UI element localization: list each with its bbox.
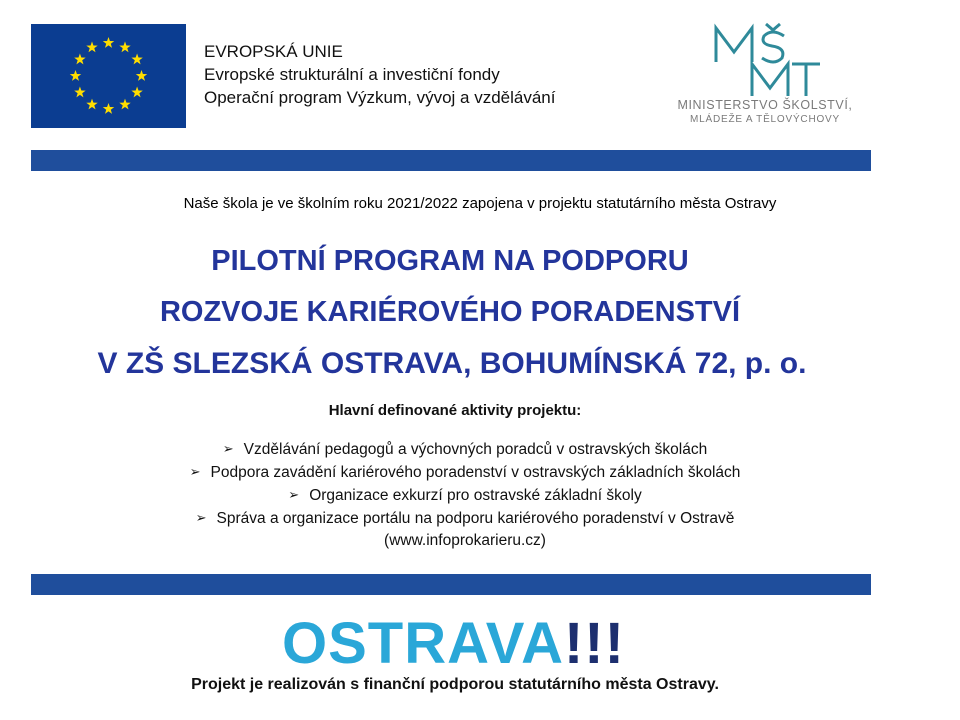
ostrava-logo-word: OSTRAVA [282,611,564,676]
eu-programme-line: Operační program Výzkum, vývoj a vzdělávání [204,88,556,107]
eu-star-icon [119,99,130,110]
list-item: ➢ Podpora zavádění kariérového poradenství v ostravských základních školách [189,464,741,481]
eu-star-icon [119,41,130,52]
top-divider-bar [31,150,871,171]
arrow-bullet-icon: ➢ [189,464,201,479]
activities-heading: Hlavní definované aktivity projektu: [328,402,582,419]
msmt-name-line2: MLÁDEŽE A TĚLOVÝCHOVY [690,114,840,125]
eu-star-icon [86,99,97,110]
list-item: ➢ Vzdělávání pedagogů a výchovných poradců v ostravských školách [222,441,708,458]
eu-star-icon [136,70,147,81]
arrow-bullet-icon: ➢ [222,441,234,456]
program-title-line1: PILOTNÍ PROGRAM NA PODPORU [211,245,689,277]
eu-stars-icon [31,24,186,128]
bottom-divider-bar [31,574,871,595]
ostrava-logo-exclamations: !!! [563,611,625,676]
list-item: ➢ Organizace exkurzí pro ostravské základní školy [288,487,642,504]
eu-star-icon [131,54,142,65]
msmt-monogram-icon [712,22,822,100]
funding-footer-text: Projekt je realizován s finanční podporou statutárního města Ostravy. [191,676,719,693]
eu-star-icon [70,70,81,81]
eu-flag-logo [31,24,186,128]
msmt-name-line1: MINISTERSTVO ŠKOLSTVÍ, [677,98,853,112]
activities-list [0,438,930,530]
arrow-bullet-icon: ➢ [195,510,207,525]
msmt-logo [660,22,870,132]
eu-star-icon [103,103,114,114]
eu-star-icon [74,54,85,65]
eu-funds-line: Evropské strukturální a investiční fondy [204,65,500,84]
list-item: ➢ Správa a organizace portálu na podporu kariérového poradenství v Ostravě [195,510,735,527]
eu-star-icon [103,37,114,48]
program-title-line2: ROZVOJE KARIÉROVÉHO PORADENSTVÍ [159,296,741,328]
eu-title: EVROPSKÁ UNIE [204,42,343,61]
eu-star-icon [86,41,97,52]
eu-star-icon [74,87,85,98]
arrow-bullet-icon: ➢ [288,487,300,502]
eu-star-icon [131,87,142,98]
eu-funding-text [204,40,555,109]
ostrava-logo [282,611,625,676]
intro-text: Naše škola je ve školním roku 2021/2022 zapojena v projektu statutárního města Ostravy [183,195,777,212]
portal-url: (www.infoprokarieru.cz) [384,532,546,549]
program-title-line3: V ZŠ SLEZSKÁ OSTRAVA, BOHUMÍNSKÁ 72, p. o. [97,347,807,380]
